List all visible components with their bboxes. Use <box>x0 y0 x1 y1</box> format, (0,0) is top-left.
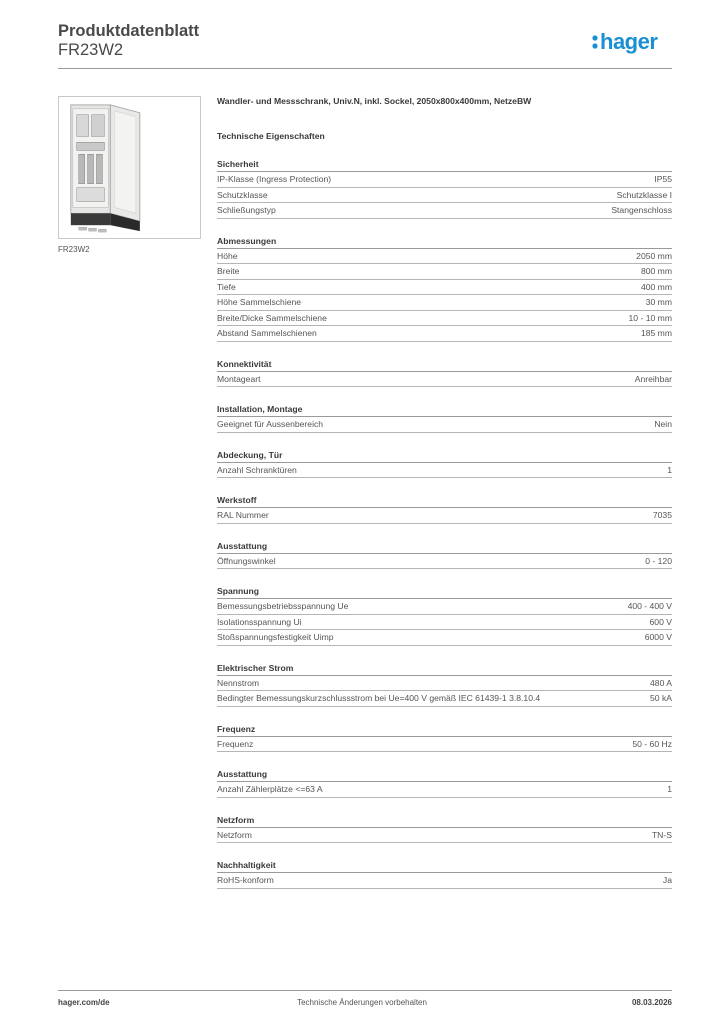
section-title: Konnektivität <box>217 358 672 372</box>
section-title: Nachhaltigkeit <box>217 859 672 873</box>
property-label: Bemessungsbetriebsspannung Ue <box>217 601 349 611</box>
property-value: Ja <box>662 875 672 885</box>
technical-properties-title: Technische Eigenschaften <box>217 131 325 141</box>
property-label: Geeignet für Aussenbereich <box>217 419 324 429</box>
section-title: Ausstattung <box>217 768 672 782</box>
section-title: Werkstoff <box>217 494 672 508</box>
footer-divider <box>58 990 672 991</box>
property-label: Nennstrom <box>217 677 260 688</box>
property-row <box>217 828 672 844</box>
section-title: Installation, Montage <box>217 403 672 417</box>
property-row <box>217 172 672 188</box>
property-section <box>217 723 672 753</box>
property-label: Tiefe <box>217 281 236 292</box>
property-row <box>217 676 672 692</box>
footer-website: hager.com/de <box>58 998 110 1007</box>
property-row <box>217 691 672 707</box>
property-row <box>217 188 672 204</box>
property-value: 400 mm <box>640 281 672 292</box>
property-section <box>217 859 672 889</box>
property-row <box>217 203 672 219</box>
property-row <box>217 280 672 296</box>
footer-note: Technische Änderungen vorbehalten <box>297 998 427 1007</box>
property-label: Montageart <box>217 373 261 384</box>
property-value: 800 mm <box>640 266 672 276</box>
product-image <box>58 96 201 239</box>
svg-text:hager: hager <box>600 29 658 54</box>
property-value: 2050 mm <box>636 250 672 261</box>
property-label: Isolationsspannung Ui <box>217 616 302 627</box>
product-description: Wandler- und Messschrank, Univ.N, inkl. Sockel, 2050x800x400mm, NetzeBW <box>217 96 532 106</box>
property-value: 50 kA <box>650 693 672 703</box>
property-label: Frequenz <box>217 738 254 749</box>
property-section <box>217 494 672 524</box>
section-title: Netzform <box>217 814 672 828</box>
technical-data <box>217 96 672 889</box>
property-label: Abstand Sammelschienen <box>217 328 317 338</box>
property-label: Anzahl Schranktüren <box>217 464 297 475</box>
property-row <box>217 295 672 311</box>
property-label: IP-Klasse (Ingress Protection) <box>217 174 332 184</box>
section-title: Abdeckung, Tür <box>217 449 672 463</box>
property-value: 10 - 10 mm <box>628 312 672 323</box>
property-section <box>217 540 672 570</box>
property-value: 7035 <box>652 510 672 520</box>
property-row <box>217 630 672 646</box>
section-title: Frequenz <box>217 723 672 737</box>
property-value: 1 <box>667 784 672 794</box>
section-title: Ausstattung <box>217 540 672 554</box>
document-subtitle: FR23W2 <box>58 41 124 59</box>
property-value: 0 - 120 <box>645 555 672 566</box>
property-row <box>217 417 672 433</box>
property-label: Breite <box>217 266 240 276</box>
property-section <box>217 814 672 844</box>
property-label: Höhe Sammelschiene <box>217 297 302 307</box>
property-row <box>217 782 672 798</box>
property-row <box>217 326 672 342</box>
property-value: 400 - 400 V <box>627 601 672 611</box>
section-title: Abmessungen <box>217 235 672 249</box>
hager-logo <box>592 26 672 56</box>
property-label: Stoßspannungsfestigkeit Uimp <box>217 632 334 642</box>
property-value: IP55 <box>654 174 672 184</box>
property-value: 185 mm <box>640 328 672 338</box>
property-section <box>217 585 672 646</box>
property-label: Höhe <box>217 250 238 261</box>
property-section <box>217 662 672 707</box>
property-section <box>217 449 672 479</box>
property-label: RAL Nummer <box>217 510 269 520</box>
property-label: Schutzklasse <box>217 189 268 200</box>
footer-date: 08.03.2026 <box>631 998 672 1007</box>
property-row <box>217 615 672 631</box>
section-title: Sicherheit <box>217 158 672 172</box>
header-divider <box>58 68 672 69</box>
section-title: Elektrischer Strom <box>217 662 672 676</box>
property-value: Stangenschloss <box>611 205 672 215</box>
property-label: Bedingter Bemessungskurzschlussstrom bei Ue=400 V gemäß IEC 61439-1 3.8.10.4 <box>217 693 541 703</box>
property-value: 1 <box>667 464 672 475</box>
property-value: Nein <box>654 419 672 429</box>
property-row <box>217 311 672 327</box>
property-label: Netzform <box>217 829 252 840</box>
document-title: Produktdatenblatt <box>58 22 200 40</box>
property-row <box>217 249 672 265</box>
property-label: Schließungstyp <box>217 205 276 215</box>
property-section <box>217 768 672 798</box>
property-value: TN-S <box>651 829 672 840</box>
property-row <box>217 508 672 524</box>
property-value: 6000 V <box>644 632 672 642</box>
property-label: Breite/Dicke Sammelschiene <box>217 312 327 323</box>
property-label: Anzahl Zählerplätze <=63 A <box>217 784 323 794</box>
properties-list <box>217 158 672 889</box>
section-title: Spannung <box>217 585 672 599</box>
page-header <box>58 20 672 68</box>
property-label: RoHS-konform <box>217 875 274 885</box>
property-value: Anreihbar <box>634 373 672 384</box>
property-value: Schutzklasse I <box>616 189 672 200</box>
property-row <box>217 873 672 889</box>
image-caption: FR23W2 <box>58 245 90 254</box>
property-row <box>217 737 672 753</box>
property-section <box>217 235 672 342</box>
property-label: Öffnungswinkel <box>217 555 276 566</box>
property-row <box>217 554 672 570</box>
property-value: 50 - 60 Hz <box>632 738 672 749</box>
property-row <box>217 599 672 615</box>
property-section <box>217 403 672 433</box>
property-row <box>217 264 672 280</box>
property-row <box>217 463 672 479</box>
property-value: 600 V <box>649 616 672 627</box>
property-row <box>217 372 672 388</box>
property-section <box>217 358 672 388</box>
property-value: 30 mm <box>645 297 672 307</box>
property-section <box>217 158 672 219</box>
property-value: 480 A <box>650 677 672 688</box>
